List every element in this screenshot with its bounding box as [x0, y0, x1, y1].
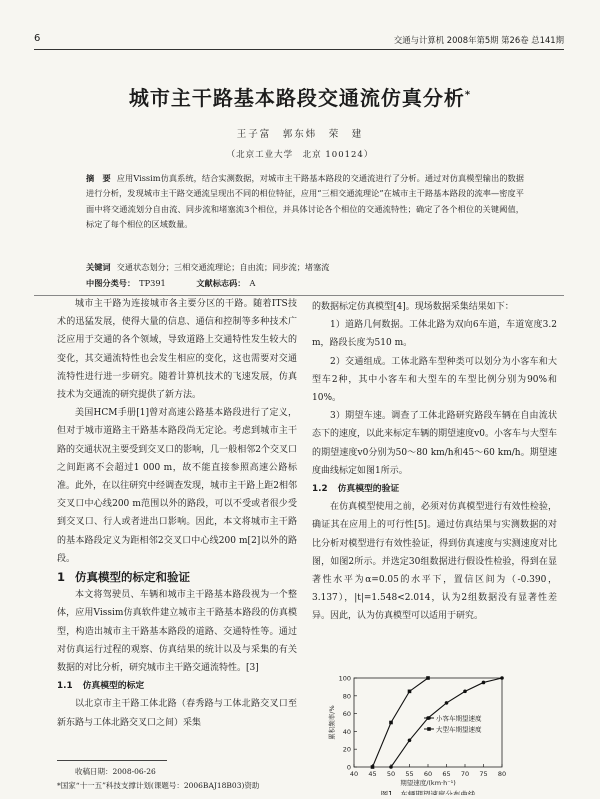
- y-axis-label: 累积频率/%: [328, 705, 336, 740]
- data-point: [445, 701, 449, 705]
- data-point: [389, 721, 393, 725]
- abstract-text: 应用Vissim仿真系统，结合实测数据，对城市主干路基本路段的交通流进行了分析。通过对仿真模型输出的数据进行分析，发现城市主干路交通流呈现出不同的相位特征，应用“三相交通流理论”在城市主干路基本路段的流率—密度平面中将交通流划分自由流、同步流和堵塞流3个相位，并具体讨论各个相位的交通流特性；确定了各个相位的关键阈值，标定了每个相位的区域数量。: [86, 173, 524, 229]
- data-point: [389, 765, 393, 769]
- paper-title: 城市主干路基本路段交通流仿真分析*: [128, 86, 472, 110]
- x-tick-label: 50: [386, 770, 396, 778]
- y-tick-label: 0: [346, 763, 351, 772]
- x-tick-label: 40: [349, 770, 359, 778]
- clc-value: TP391: [139, 278, 166, 288]
- x-tick-label: 75: [479, 770, 488, 778]
- running-header: [34, 33, 564, 47]
- received-date: 收稿日期：2008-06-26: [75, 767, 156, 776]
- affiliation: （北京工业大学 北京 100124）: [226, 150, 374, 160]
- data-point: [408, 739, 412, 743]
- speed-distribution-chart: [312, 675, 562, 795]
- section-title: 仿真模型的标定和验证: [75, 570, 191, 585]
- doc-code-value: A: [249, 278, 256, 288]
- y-tick-label: 80: [342, 692, 351, 701]
- figure-caption: 图1 车辆期望速度分布曲线: [380, 790, 476, 795]
- journal-info: 交通与计算机 2008年第5期 第26卷 总141期: [393, 35, 564, 45]
- paragraph: 城市主干路为连接城市各主要分区的干路。随着ITS技术的迅猛发展，使得大量的信息、通信和控制等多种技术广泛应用于交通的各个领域，导致道路上交通特性发生较大的变化，其交通流特性也会发生相应的变化，这也需要对交通流特性进行进一步研究。随着计算机技术的飞速发展，仿真技术为交通流的研究提供了新方法。: [57, 299, 297, 401]
- subsection-title: 仿真模型的标定: [82, 681, 145, 692]
- y-tick-label: 40: [342, 727, 351, 736]
- paragraph: 的数据标定仿真模型[4]。现场数据采集结果如下：: [312, 302, 514, 312]
- abstract: [86, 171, 524, 232]
- legend-label: 小客车期望速度: [436, 714, 482, 723]
- data-point: [371, 765, 375, 769]
- abstract-label: 摘 要: [86, 173, 111, 183]
- x-tick-label: 70: [460, 770, 470, 778]
- x-tick-label: 45: [368, 770, 377, 778]
- right-column: [312, 298, 557, 626]
- plot-frame: [354, 678, 502, 767]
- x-tick-label: 55: [405, 770, 414, 778]
- keywords-label: 关键词: [86, 262, 111, 272]
- paragraph: 美国HCM手册[1]曾对高速公路基本路段进行了定义，但对于城市道路主干路基本路段尚无定论。考虑到城市主干路的交通状况主要受到交叉口的影响，几一般相邻2个交叉口之间距离不会超过1 000 m，故不能直接参照高速公路标准。此外，在以往研究中经调查发现，城市主干路上距2相邻交叉口中心线200 m范围以外的路段，可以不受或者很少受到交叉口、行人或者进出口影响。因此，本文将城市主干路的基本路段定义为距相邻2交叉口中心线200 m[2]以外的路段。: [57, 408, 297, 564]
- keywords-text: 交通状态划分；三相交通流理论；自由流；同步流；堵塞流: [116, 262, 330, 272]
- legend-marker: [427, 716, 431, 720]
- x-tick-label: 65: [442, 770, 451, 778]
- doc-code-label: 文献标志码：: [196, 278, 246, 288]
- subsection-number: 1.2: [312, 484, 328, 495]
- figure-1: [312, 675, 562, 795]
- left-column: [57, 295, 297, 732]
- x-tick-label: 60: [423, 770, 433, 778]
- paragraph: 在仿真模型使用之前，必须对仿真模型进行有效性检验，确证其在应用上的可行性[5]。通过仿真结果与实测数据的对比分析对模型进行有效性验证，得到仿真速度与实测速度对比图，如图2所示。并选定30组数据进行假设性检验，得到在显著性水平为α=0.05的水平下，置信区间为（-0.390，3.137），|t|=1.548<2.014，认为2组数据没有显著性差异。因此，认为仿真模型可以适用于研究。: [312, 502, 557, 622]
- subsection-heading: [57, 677, 297, 695]
- data-point: [463, 690, 467, 694]
- y-tick-label: 100: [338, 675, 351, 683]
- title-footnote-mark: *: [464, 89, 472, 101]
- paragraph: 本文将驾驶员、车辆和城市主干路基本路段视为一个整体，应用Vissim仿真软件建立城市主干路基本路段的仿真模型，构造出城市主干路基本路段的道路、交通特性等。通过对仿真运行过程的观察、仿真结果的统计以及与采集的有关数据的对比分析，研究城市主干路交通流特性。[3]: [57, 590, 297, 674]
- paragraph: 以北京市主干路工体北路（春秀路与工体北路交叉口至新东路与工体北路交叉口之间）采集: [57, 699, 297, 728]
- fund-note: *国家“十一五”科技支撑计划(课题号：2006BAJ18B03)资助: [57, 781, 260, 790]
- y-tick-label: 20: [342, 745, 351, 754]
- page-number: 6: [34, 33, 41, 44]
- clc-label: 中图分类号：: [86, 278, 136, 288]
- data-point: [500, 676, 504, 680]
- x-tick-label: 80: [497, 770, 507, 778]
- data-point: [482, 681, 486, 685]
- paragraph: 3）期望车速。调查了工体北路研究路段车辆在自由流状态下的速度，以此来标定车辆的期望速度v0。小客车与大型车的期望速度v0分别为50～80 km/h和45～60 km/h。期望速度曲线标定如图1所示。: [312, 411, 557, 476]
- footnote-rule: [57, 760, 167, 761]
- y-tick-label: 60: [342, 710, 351, 719]
- paragraph: 1）道路几何数据。工体北路为双向6车道，车道宽度3.2 m，路段长度为510 m。: [312, 320, 557, 349]
- legend-label: 大型车期望速度: [436, 725, 482, 734]
- section-number: 1: [57, 570, 66, 585]
- section-heading: [57, 568, 297, 586]
- x-axis-label: 期望速度/(km·h⁻¹): [400, 779, 456, 787]
- series-line: [391, 678, 502, 767]
- header-rule: [34, 49, 564, 50]
- legend-marker: [427, 727, 431, 731]
- subsection-title: 仿真模型的验证: [337, 484, 400, 495]
- data-point: [426, 676, 430, 680]
- subsection-heading: [312, 480, 557, 498]
- data-point: [408, 690, 412, 694]
- classification: [86, 278, 524, 289]
- keywords: [86, 262, 524, 273]
- subsection-number: 1.1: [57, 681, 73, 692]
- paragraph: 2）交通组成。工体北路车型种类可以划分为小客车和大型车2种，其中小客车和大型车的车型比例分别为90%和10%。: [312, 356, 557, 404]
- authors: 王子富 郭东炜 荣 建: [236, 129, 364, 140]
